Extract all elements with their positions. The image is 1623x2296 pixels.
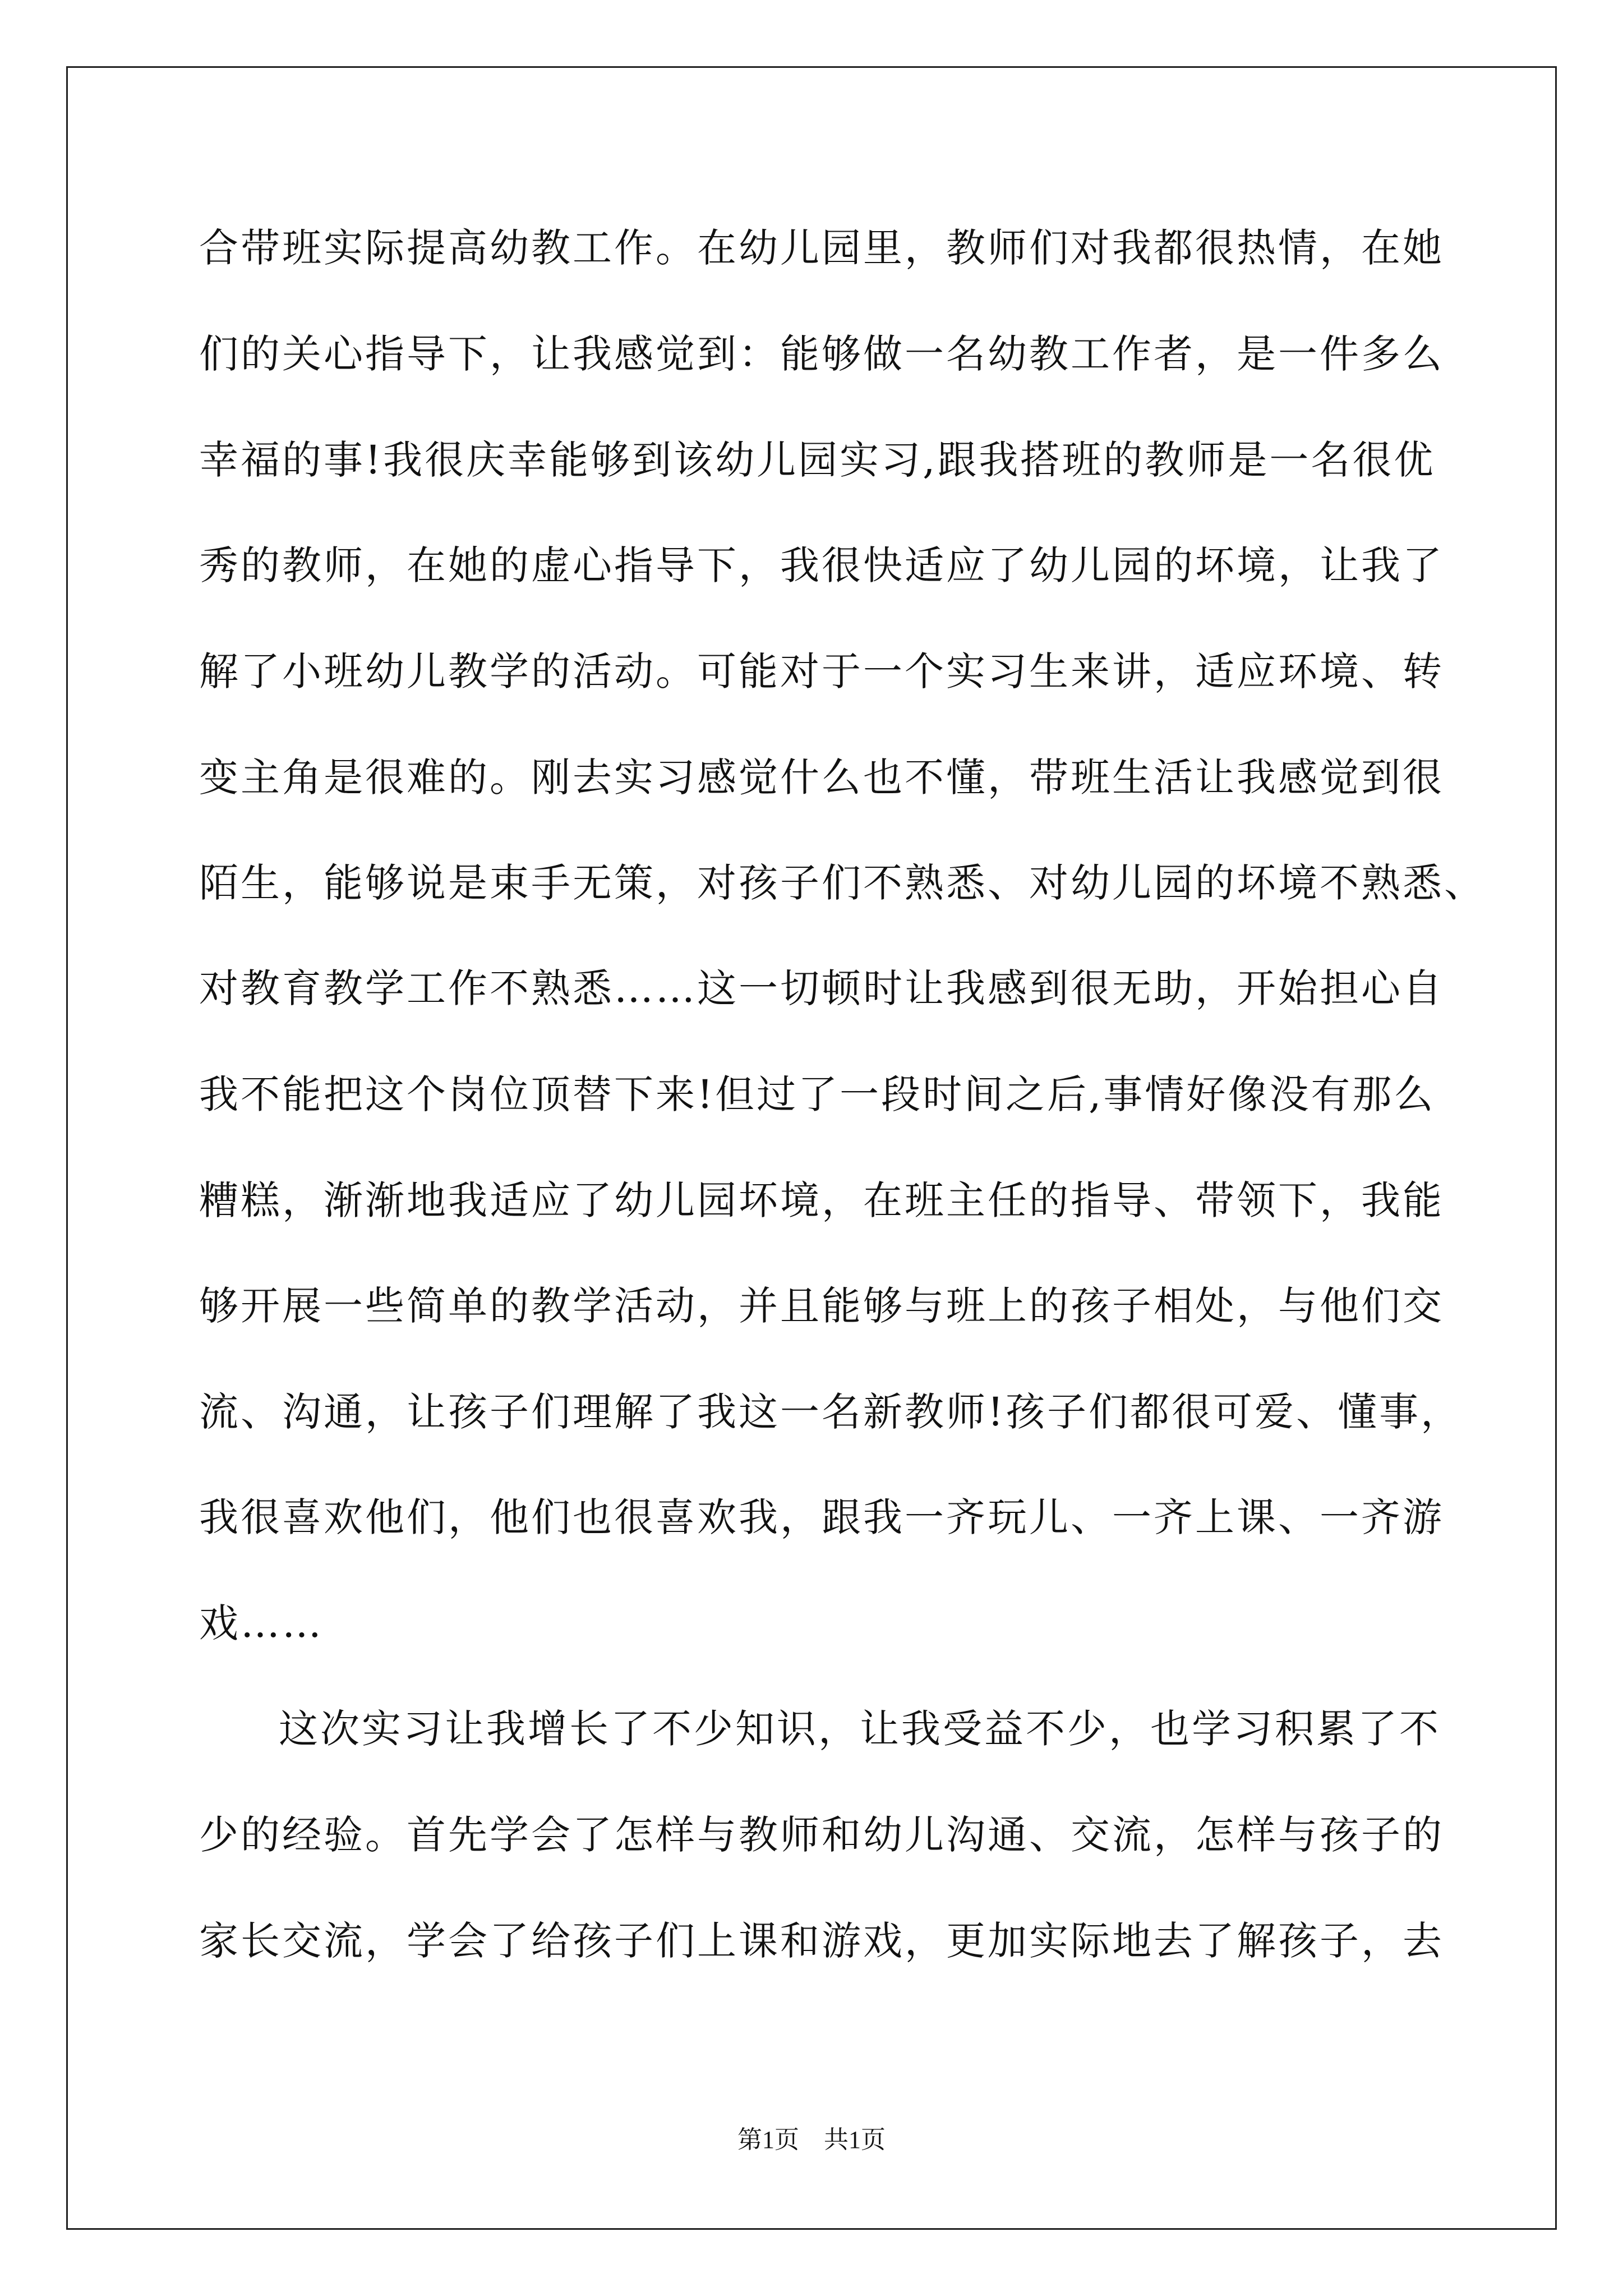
text-line: 陌生，能够说是束手无策，对孩子们不熟悉、对幼儿园的坏境不熟悉、 xyxy=(199,860,1486,906)
text-line: 糟糕，渐渐地我适应了幼儿园坏境，在班主任的指导、带领下，我能 xyxy=(199,1177,1444,1223)
text-line: 流、沟通，让孩子们理解了我这一名新教师!孩子们都很可爱、懂事， xyxy=(199,1389,1463,1435)
page-number-total: 共1页 xyxy=(824,2126,886,2154)
text-line: 幸福的事!我很庆幸能够到该幼儿园实习,跟我搭班的教师是一名很优 xyxy=(199,437,1436,483)
text-line: 们的关心指导下，让我感觉到：能够做一名幼教工作者，是一件多么 xyxy=(199,331,1444,377)
text-line: 够开展一些简单的教学活动，并且能够与班上的孩子相处，与他们交 xyxy=(199,1283,1444,1329)
page-border xyxy=(66,66,1557,2230)
paragraph-first-line: 这次实习让我增长了不少知识，让我受益不少，也学习积累了不 xyxy=(279,1706,1441,1752)
page-number-current: 第1页 xyxy=(737,2126,799,2154)
text-line: 秀的教师，在她的虚心指导下，我很快适应了幼儿园的坏境，让我了 xyxy=(199,542,1444,588)
text-line: 少的经验。首先学会了怎样与教师和幼儿沟通、交流，怎样与孩子的 xyxy=(199,1812,1444,1858)
text-line: 我不能把这个岗位顶替下来!但过了一段时间之后,事情好像没有那么 xyxy=(199,1071,1436,1117)
text-line: 合带班实际提高幼教工作。在幼儿园里，教师们对我都很热情，在她 xyxy=(199,225,1444,271)
text-line: 戏…… xyxy=(199,1600,324,1646)
text-line: 对教育教学工作不熟悉……这一切顿时让我感到很无助，开始担心自 xyxy=(199,965,1444,1011)
text-line: 家长交流，学会了给孩子们上课和游戏，更加实际地去了解孩子，去 xyxy=(199,1918,1444,1964)
text-line: 解了小班幼儿教学的活动。可能对于一个实习生来讲，适应环境、转 xyxy=(199,648,1444,694)
page-footer xyxy=(0,2123,1623,2157)
text-line: 变主角是很难的。刚去实习感觉什么也不懂，带班生活让我感觉到很 xyxy=(199,754,1444,800)
text-line: 我很喜欢他们，他们也很喜欢我，跟我一齐玩儿、一齐上课、一齐游 xyxy=(199,1494,1444,1540)
